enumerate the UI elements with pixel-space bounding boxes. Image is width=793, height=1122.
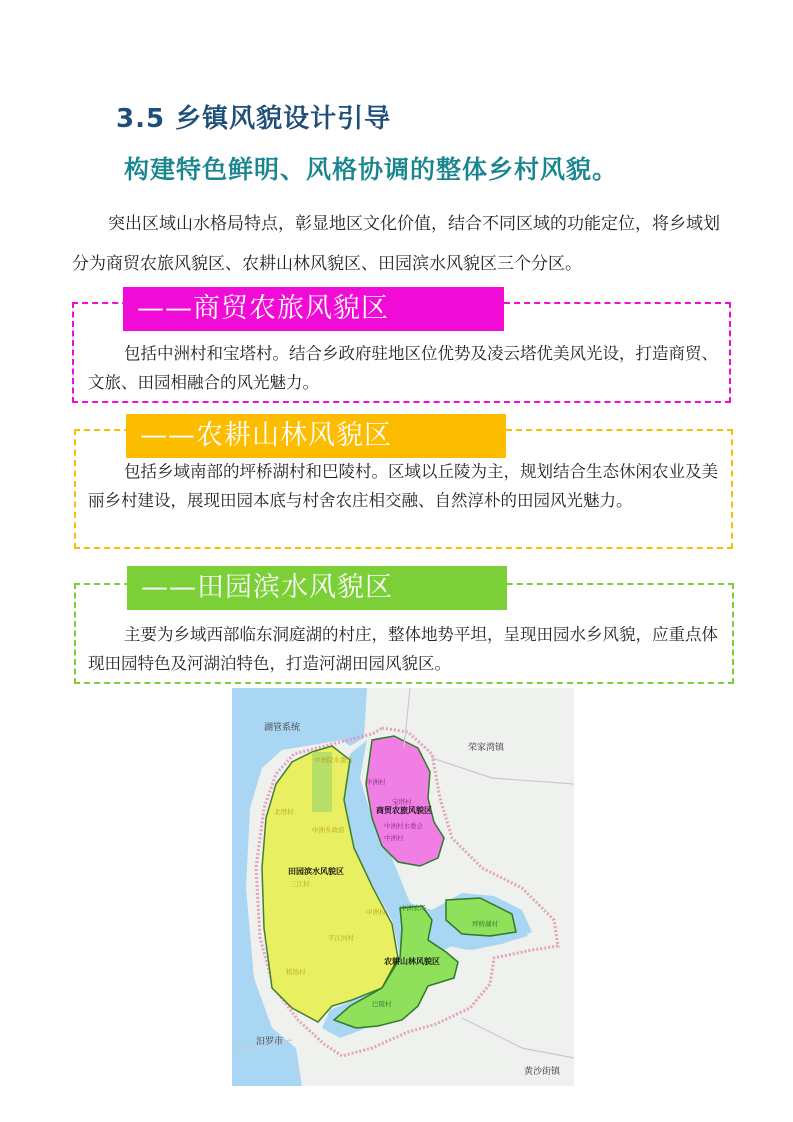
- map-label-commerce: 商贸农旅风貌区: [376, 806, 432, 815]
- map-village-committee: 中洲村水委会: [384, 822, 423, 830]
- map-label-se: 黄沙街镇: [524, 1067, 561, 1077]
- map-village-baling: 巴陵村: [372, 1000, 392, 1008]
- map-village-zhongzhou-top: 中洲村: [366, 778, 386, 786]
- zone-text-farming: 包括乡域南部的坪桥湖村和巴陵村。区域以丘陵为主，规划结合生态休闲农业及美丽乡村建设，展现田园本底与村舍农庄相交融、自然淳朴的田园风光魅力。: [88, 462, 718, 510]
- map-label-sw: 汨罗市: [256, 1037, 284, 1047]
- map-village-zhouhe: 中洲院水委会: [314, 756, 353, 764]
- map-label-farming: 农耕山林风貌区: [384, 957, 440, 966]
- zone-text-commerce: 包括中洲村和宝塔村。结合乡政府驻地区位优势及凌云塔优美风光设，打造商贸、文旅、田园相融合的风光魅力。: [88, 344, 718, 392]
- map-village-pingqiaohu: 坪桥湖村: [472, 920, 498, 928]
- map-village-zhongzhou-low: 中洲村: [366, 908, 386, 916]
- intro-paragraph: 突出区域山水格局特点，彰显地区文化价值，结合不同区域的功能定位，将乡域划分为商贸农旅风貌区、农耕山林风貌区、田园滨水风貌区三个分区。: [72, 214, 720, 274]
- map-village-sanjiang: 三江村: [290, 880, 310, 888]
- map-village-pingjianghu: 平江河村: [328, 934, 354, 942]
- section-title: 3.5 乡镇风貌设计引导: [116, 104, 392, 134]
- map-label-pastoral: 田园滨水风貌区: [288, 867, 344, 876]
- zone-text-pastoral: 主要为乡域西部临东洞庭湖的村庄，整体地势平坦，呈现田园水乡风貌，应重点体现田园特色及河湖泊特色，打造河湖田园风貌区。: [88, 625, 718, 673]
- map-village-jichang: 机场村: [286, 968, 306, 976]
- subtitle: 构建特色鲜明、风格协调的整体乡村风貌。: [124, 155, 619, 184]
- map-village-beita: 北塔村: [274, 808, 294, 816]
- map-village-township: 中洲乡政府: [312, 826, 345, 834]
- map-village-zhongnongchang: 中洲农场: [400, 904, 426, 912]
- map-village-zhongzhou-mid: 中洲村: [384, 834, 404, 842]
- zone-title-pastoral: ——田园滨水风貌区: [127, 566, 507, 610]
- map-village-baota: 宝塔村: [392, 798, 412, 806]
- zoning-map: [232, 688, 574, 1086]
- map-label-ne: 荣家湾镇: [468, 743, 505, 753]
- zone-title-commerce: ——商贸农旅风貌区: [123, 287, 504, 331]
- zone-title-farming: ——农耕山林风貌区: [126, 414, 506, 458]
- map-label-nw: 湖管系统: [264, 723, 301, 733]
